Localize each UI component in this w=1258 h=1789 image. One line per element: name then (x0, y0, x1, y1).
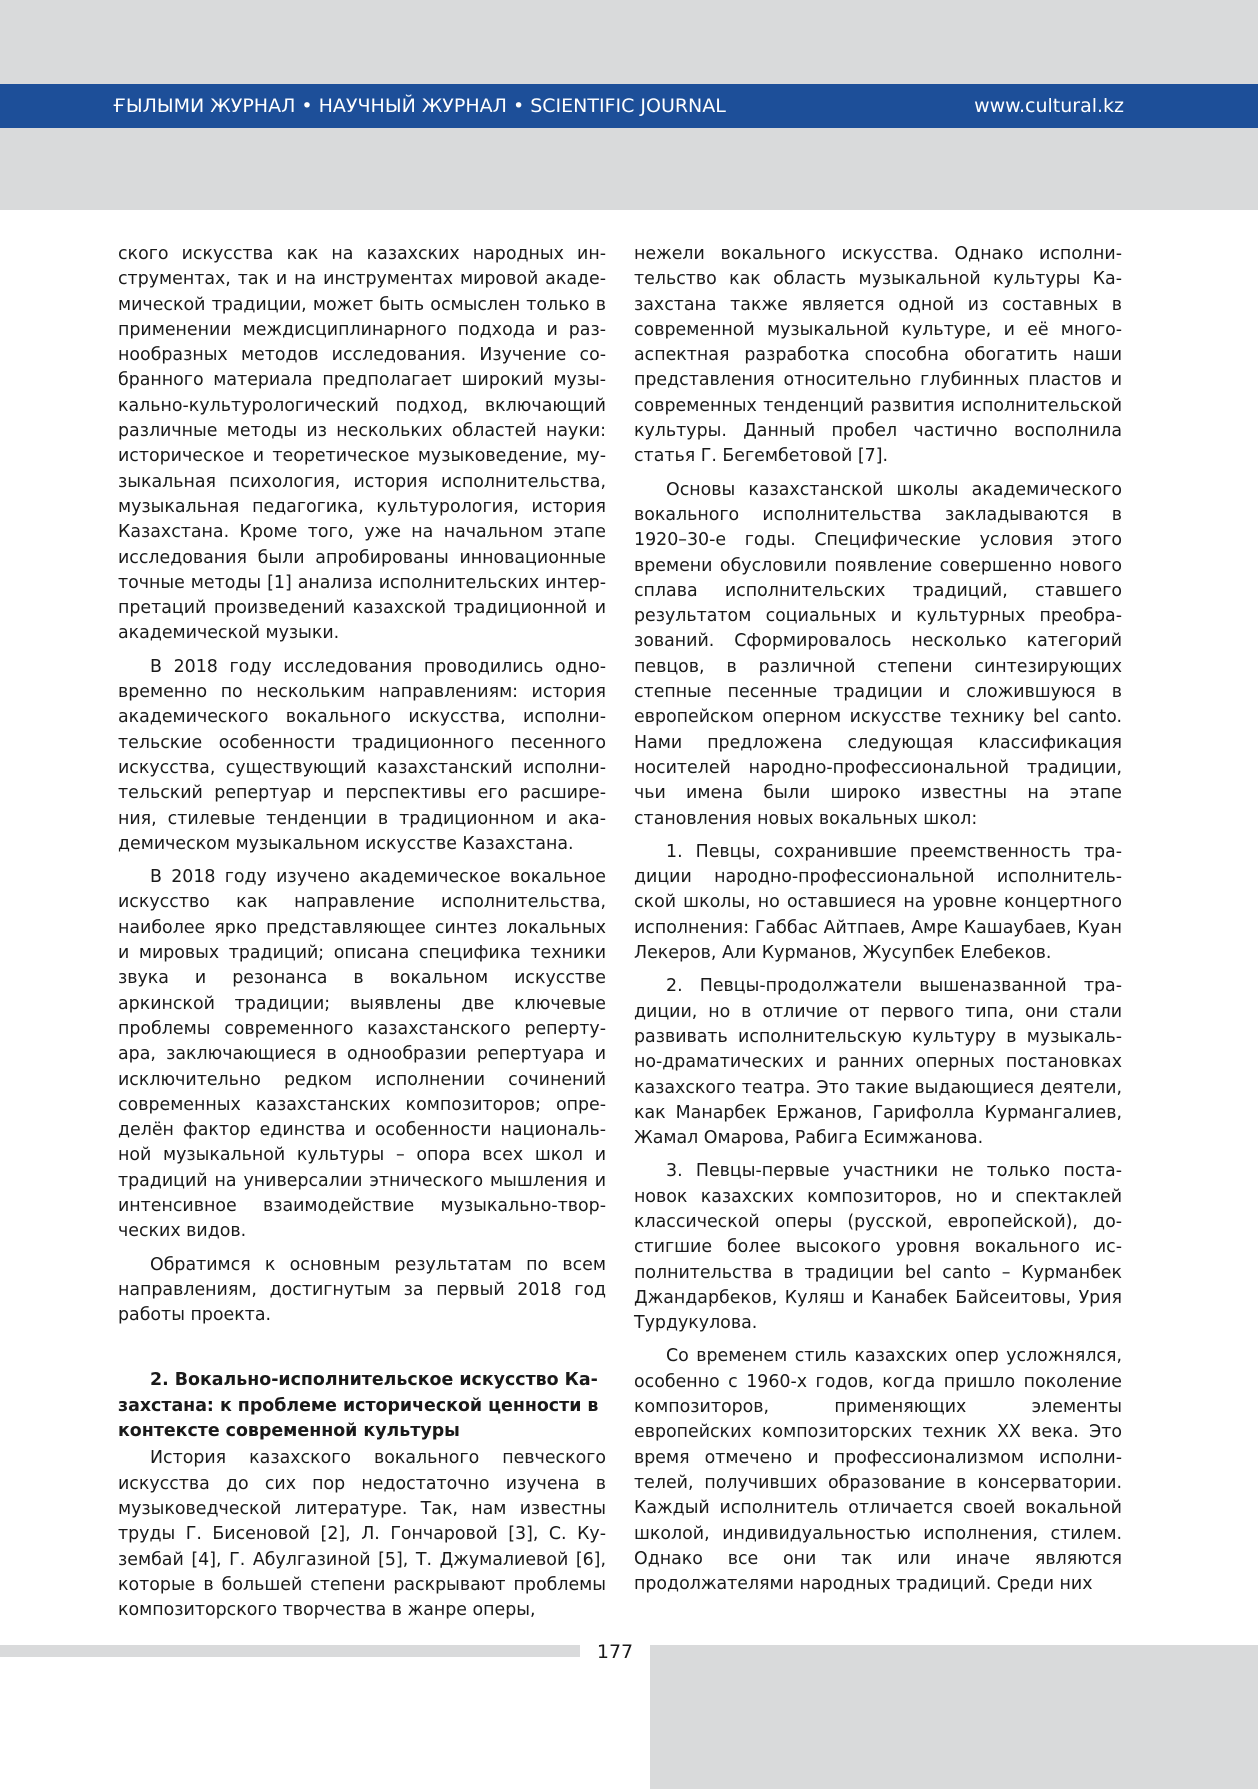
paragraph: В 2018 году изучено академическое вокальное искусство как направление исполнительства, наиболее ярко представляющее синтез локальных и мировых традиций; описана специфика техники звука и резонанса в вокальном искусстве аркинской традиции; выявлены две ключевые проблемы современного казахстанского репертуара, заключающиеся в однообразии репертуара и исключительно редком исполнении сочинений современных казахстанских композиторов; определён фактор единства и особенности национальной музыкальной культуры – опора всех школ и традиций на универсалии этнического мышления и интенсивное взаимодействие музыкально-творческих видов. (118, 867, 606, 1242)
paragraph: Основы казахстанской школы академического вокального исполнительства закладываются в 1920–30-е годы. Специфические условия этого времени обусловили появление совершенно нового сплава исполнительских традиций, ставшего результатом социальных и культурных преобразований. Сформировалось несколько категорий певцов, в различной степени синтезирующих степные песенные традиции и сложившуюся в европейском оперном искусстве технику bel canto. Нами предложена следующая классификация носителей народно-профессиональной традиции, чьи имена были широко известны на этапе становления новых вокальных школ: (634, 479, 1122, 829)
paragraph: История казахского вокального певческого искусства до сих пор недостаточно изучена в музыковедческой литературе. Так, нам известны труды Г. Бисеновой [2], Л. Гончаровой [3], С. Кузембай [4], Г. Абулгазиной [5], Т. Джумалиевой [6], которые в большей степени раскрывают проблемы композиторского творчества в жанре оперы, (118, 1448, 606, 1621)
paragraph: В 2018 году исследования проводились одновременно по нескольким направлениям: история академического вокального искусства, исполнительские особенности традиционного песенного искусства, существующий казахстанский исполнительский репертуар и перспективы его расширения, стилевые тенденции в традиционном и академическом музыкальном искусстве Казахстана. (118, 656, 606, 854)
list-item: 2. Певцы-продолжатели вышеназванной традиции, но в отличие от первого типа, они стали развивать исполнительскую культуру в музыкально-драматических и ранних оперных постановках казахского театра. Это такие выдающиеся деятели, как Манарбек Ержанов, Гарифолла Курмангалиев, Жамал Омарова, Рабига Есимжанова. (634, 976, 1122, 1149)
paragraph: ского искусства как на казахских народных инструментах, так и на инструментах мировой академической традиции, может быть осмыслен только в применении междисциплинарного подхода и разнообразных методов исследования. Изучение собранного материала предполагает широкий музыкально-культурологический подход, включающий различные методы из нескольких областей науки: историческое и теоретическое музыковедение, музыкальная психология, история исполнительства, музыкальная педагогика, культурология, история Казахстана. Кроме того, уже на начальном этапе исследования были апробированы инновационные точные методы [1] анализа исполнительских интерпретаций произведений казахской традиционной и академической музыки. (118, 244, 606, 644)
right-column (634, 242, 1122, 1605)
page-number: 177 (596, 1641, 634, 1663)
journal-header-bar (0, 84, 1258, 128)
journal-title: ҒЫЛЫМИ ЖУРНАЛ • НАУЧНЫЙ ЖУРНАЛ • SCIENTIFIC JOURNAL (113, 95, 726, 117)
journal-website: www.cultural.kz (974, 95, 1124, 117)
section-heading: 2. Вокально-исполнительское искусство Казахстана: к проблеме исторической ценности в контексте современной культуры (118, 1370, 599, 1442)
left-column (118, 242, 606, 1631)
footer-gray-block (650, 1645, 1258, 1789)
list-item: 1. Певцы, сохранившие преемственность традиции народно-профессиональной исполнительской школы, но оставшиеся на уровне концертного исполнения: Габбас Айтпаев, Амре Кашаубаев, Куан Лекеров, Али Курманов, Жусупбек Елебеков. (634, 841, 1122, 964)
footer-divider (0, 1645, 580, 1657)
paragraph: Со временем стиль казахских опер усложнялся, особенно с 1960-х годов, когда пришло поколение композиторов, применяющих элементы европейских композиторских техник ХХ века. Это время отмечено и профессионализмом исполнителей, получивших образование в консерватории. Каждый исполнитель отличается своей вокальной школой, индивидуальностью исполнения, стилем. Однако все они так или иначе являются продолжателями народных традиций. Среди них (634, 1346, 1122, 1595)
list-item: 3. Певцы-первые участники не только постановок казахских композиторов, но и спектаклей классической оперы (русской, европейской), достигшие более высокого уровня вокального исполнительства в традиции bel canto – Курманбек Джандарбеков, Куляш и Канабек Байсеитовы, Урия Турдукулова. (634, 1161, 1122, 1334)
paragraph: Обратимся к основным результатам по всем направлениям, достигнутым за первый 2018 год работы проекта. (118, 1254, 606, 1326)
paragraph: нежели вокального искусства. Однако исполнительство как область музыкальной культуры Казахстана также является одной из составных в современной музыкальной культуре, и её многоаспектная разработка способна обогатить наши представления относительно глубинных пластов и современных тенденций развития исполнительской культуры. Данный пробел частично восполнила статья Г. Бегембетовой [7]. (634, 244, 1122, 467)
